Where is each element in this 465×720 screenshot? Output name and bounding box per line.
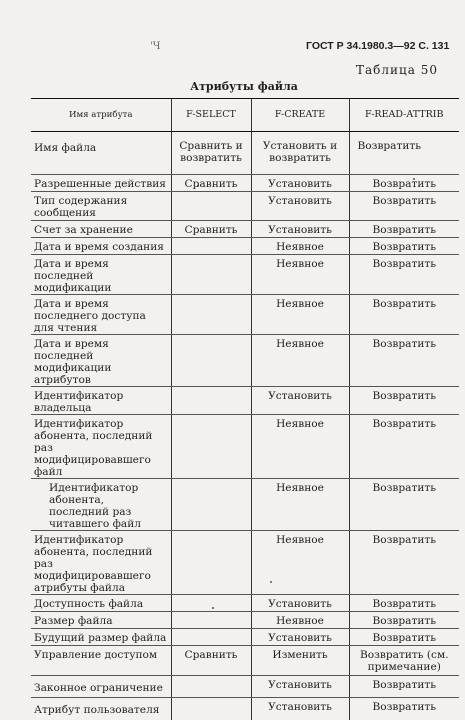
cell-attribute-name: Доступность файла (31, 595, 171, 612)
column-header-f-read-attrib: F-READ-ATTRIB (349, 99, 459, 132)
cell-f-select (171, 612, 251, 629)
cell-f-create: Неявное (251, 238, 349, 255)
cell-f-select (171, 192, 251, 221)
cell-f-create: Установить (251, 698, 349, 720)
cell-f-read-attrib: Возвратить (см. примечание) (349, 646, 459, 676)
stray-mark: 'Ч (150, 41, 161, 52)
cell-f-select: Сравнить и возвратить (171, 132, 251, 175)
cell-attribute-name: Тип содержания сообщения (31, 192, 171, 221)
cell-f-select (171, 698, 251, 720)
cell-f-select (171, 335, 251, 387)
table-header-row (31, 99, 459, 132)
cell-f-read-attrib: Возвратить (349, 595, 459, 612)
cell-f-select (171, 479, 251, 531)
cell-f-select: Сравнить (171, 221, 251, 238)
cell-f-select (171, 531, 251, 595)
cell-f-create: Установить (251, 676, 349, 698)
cell-f-select (171, 676, 251, 698)
table-row (31, 612, 459, 629)
cell-attribute-name: Управление доступом (31, 646, 171, 676)
cell-attribute-name: Дата и время создания (31, 238, 171, 255)
cell-f-read-attrib: Возвратить (349, 255, 459, 295)
table-row (31, 175, 459, 192)
table-row (31, 531, 459, 595)
cell-f-select (171, 238, 251, 255)
column-header-f-select: F-SELECT (171, 99, 251, 132)
cell-attribute-name: Будущий размер файла (31, 629, 171, 646)
cell-f-create: Установить (251, 595, 349, 612)
cell-attribute-name: Размер файла (31, 612, 171, 629)
cell-f-create: Установить (251, 221, 349, 238)
cell-f-read-attrib: Возвратить (349, 221, 459, 238)
cell-f-read-attrib: Возвратить (349, 335, 459, 387)
cell-f-read-attrib: Возвратить (349, 612, 459, 629)
cell-attribute-name: Дата и время последнего доступа для чтения (31, 295, 171, 335)
cell-f-read-attrib: Возвратить (349, 531, 459, 595)
cell-f-create: Установить (251, 175, 349, 192)
cell-attribute-name: Законное ограничение (31, 676, 171, 698)
cell-f-read-attrib: Возвратить (349, 295, 459, 335)
cell-f-select (171, 295, 251, 335)
table-row (31, 415, 459, 479)
table-row (31, 335, 459, 387)
table-row (31, 221, 459, 238)
table-row (31, 192, 459, 221)
table-title: Атрибуты файла (190, 80, 298, 93)
cell-f-select (171, 415, 251, 479)
table-row (31, 629, 459, 646)
table-row (31, 387, 459, 415)
cell-f-create: Изменить (251, 646, 349, 676)
cell-f-read-attrib: Возвратить (349, 629, 459, 646)
cell-f-select (171, 387, 251, 415)
cell-attribute-name: Атрибут пользователя (34, 704, 160, 716)
cell-f-read-attrib: Возвратить (349, 132, 459, 175)
cell-attribute-name: Имя файла (31, 132, 171, 175)
cell-f-select (171, 629, 251, 646)
cell-f-select: Сравнить (171, 646, 251, 676)
cell-f-create: Установить (251, 629, 349, 646)
cell-f-select: Сравнить (171, 175, 251, 192)
table-row (31, 295, 459, 335)
cell-f-select (171, 595, 251, 612)
cell-f-create: Неявное (251, 255, 349, 295)
cell-f-read-attrib: Возвратить (349, 698, 459, 720)
cell-f-select (171, 255, 251, 295)
cell-f-create: Установить (251, 387, 349, 415)
cell-attribute-name: Разрешенные действия (31, 175, 171, 192)
cell-f-read-attrib: Возвратить (349, 192, 459, 221)
cell-attribute-name: Счет за хранение (31, 221, 171, 238)
table-row (31, 479, 459, 531)
cell-f-create: Установить и возвратить (251, 132, 349, 175)
table-row (31, 676, 459, 698)
cell-attribute-name: Идентификатор абонента, последний раз модифицировавшего файл (31, 415, 171, 479)
file-attributes-table (31, 98, 459, 720)
cell-attribute-name: Идентификатор абонента, последний раз модифицировавшего атрибуты файла (31, 531, 171, 595)
table-row (31, 255, 459, 295)
cell-f-create: Установить (251, 192, 349, 221)
column-header-attribute-name: Имя атрибута (31, 99, 171, 132)
cell-f-read-attrib: Возвратить (349, 415, 459, 479)
cell-f-create: Неявное (251, 295, 349, 335)
cell-attribute-name: Дата и время последней модификации (31, 255, 171, 295)
cell-f-create: Неявное (251, 612, 349, 629)
table-row (31, 595, 459, 612)
document-reference: ГОСТ Р 34.1980.3—92 С. 131 (306, 40, 450, 52)
cell-f-create: Неявное (251, 479, 349, 531)
cell-attribute-name: Идентификатор владельца (31, 387, 171, 415)
cell-attribute-name: Идентификатор абонента, последний раз читавшего файл (31, 479, 171, 531)
cell-f-read-attrib: Возвратить (349, 676, 459, 698)
cell-f-read-attrib: Возвратить (349, 387, 459, 415)
table-number: Таблица 50 (356, 63, 438, 77)
cell-f-read-attrib: Возвратить (349, 479, 459, 531)
cell-f-read-attrib: Возвратить (349, 238, 459, 255)
table-row (31, 238, 459, 255)
column-header-f-create: F-CREATE (251, 99, 349, 132)
cell-f-create: Неявное (251, 531, 349, 595)
table-row (31, 698, 459, 720)
cell-f-create: Неявное (251, 335, 349, 387)
cell-attribute-name: Дата и время последней модификации атрибутов (31, 335, 171, 387)
cell-f-create: Неявное (251, 415, 349, 479)
table-row (31, 132, 459, 175)
cell-f-read-attrib: Возвратить (349, 175, 459, 192)
